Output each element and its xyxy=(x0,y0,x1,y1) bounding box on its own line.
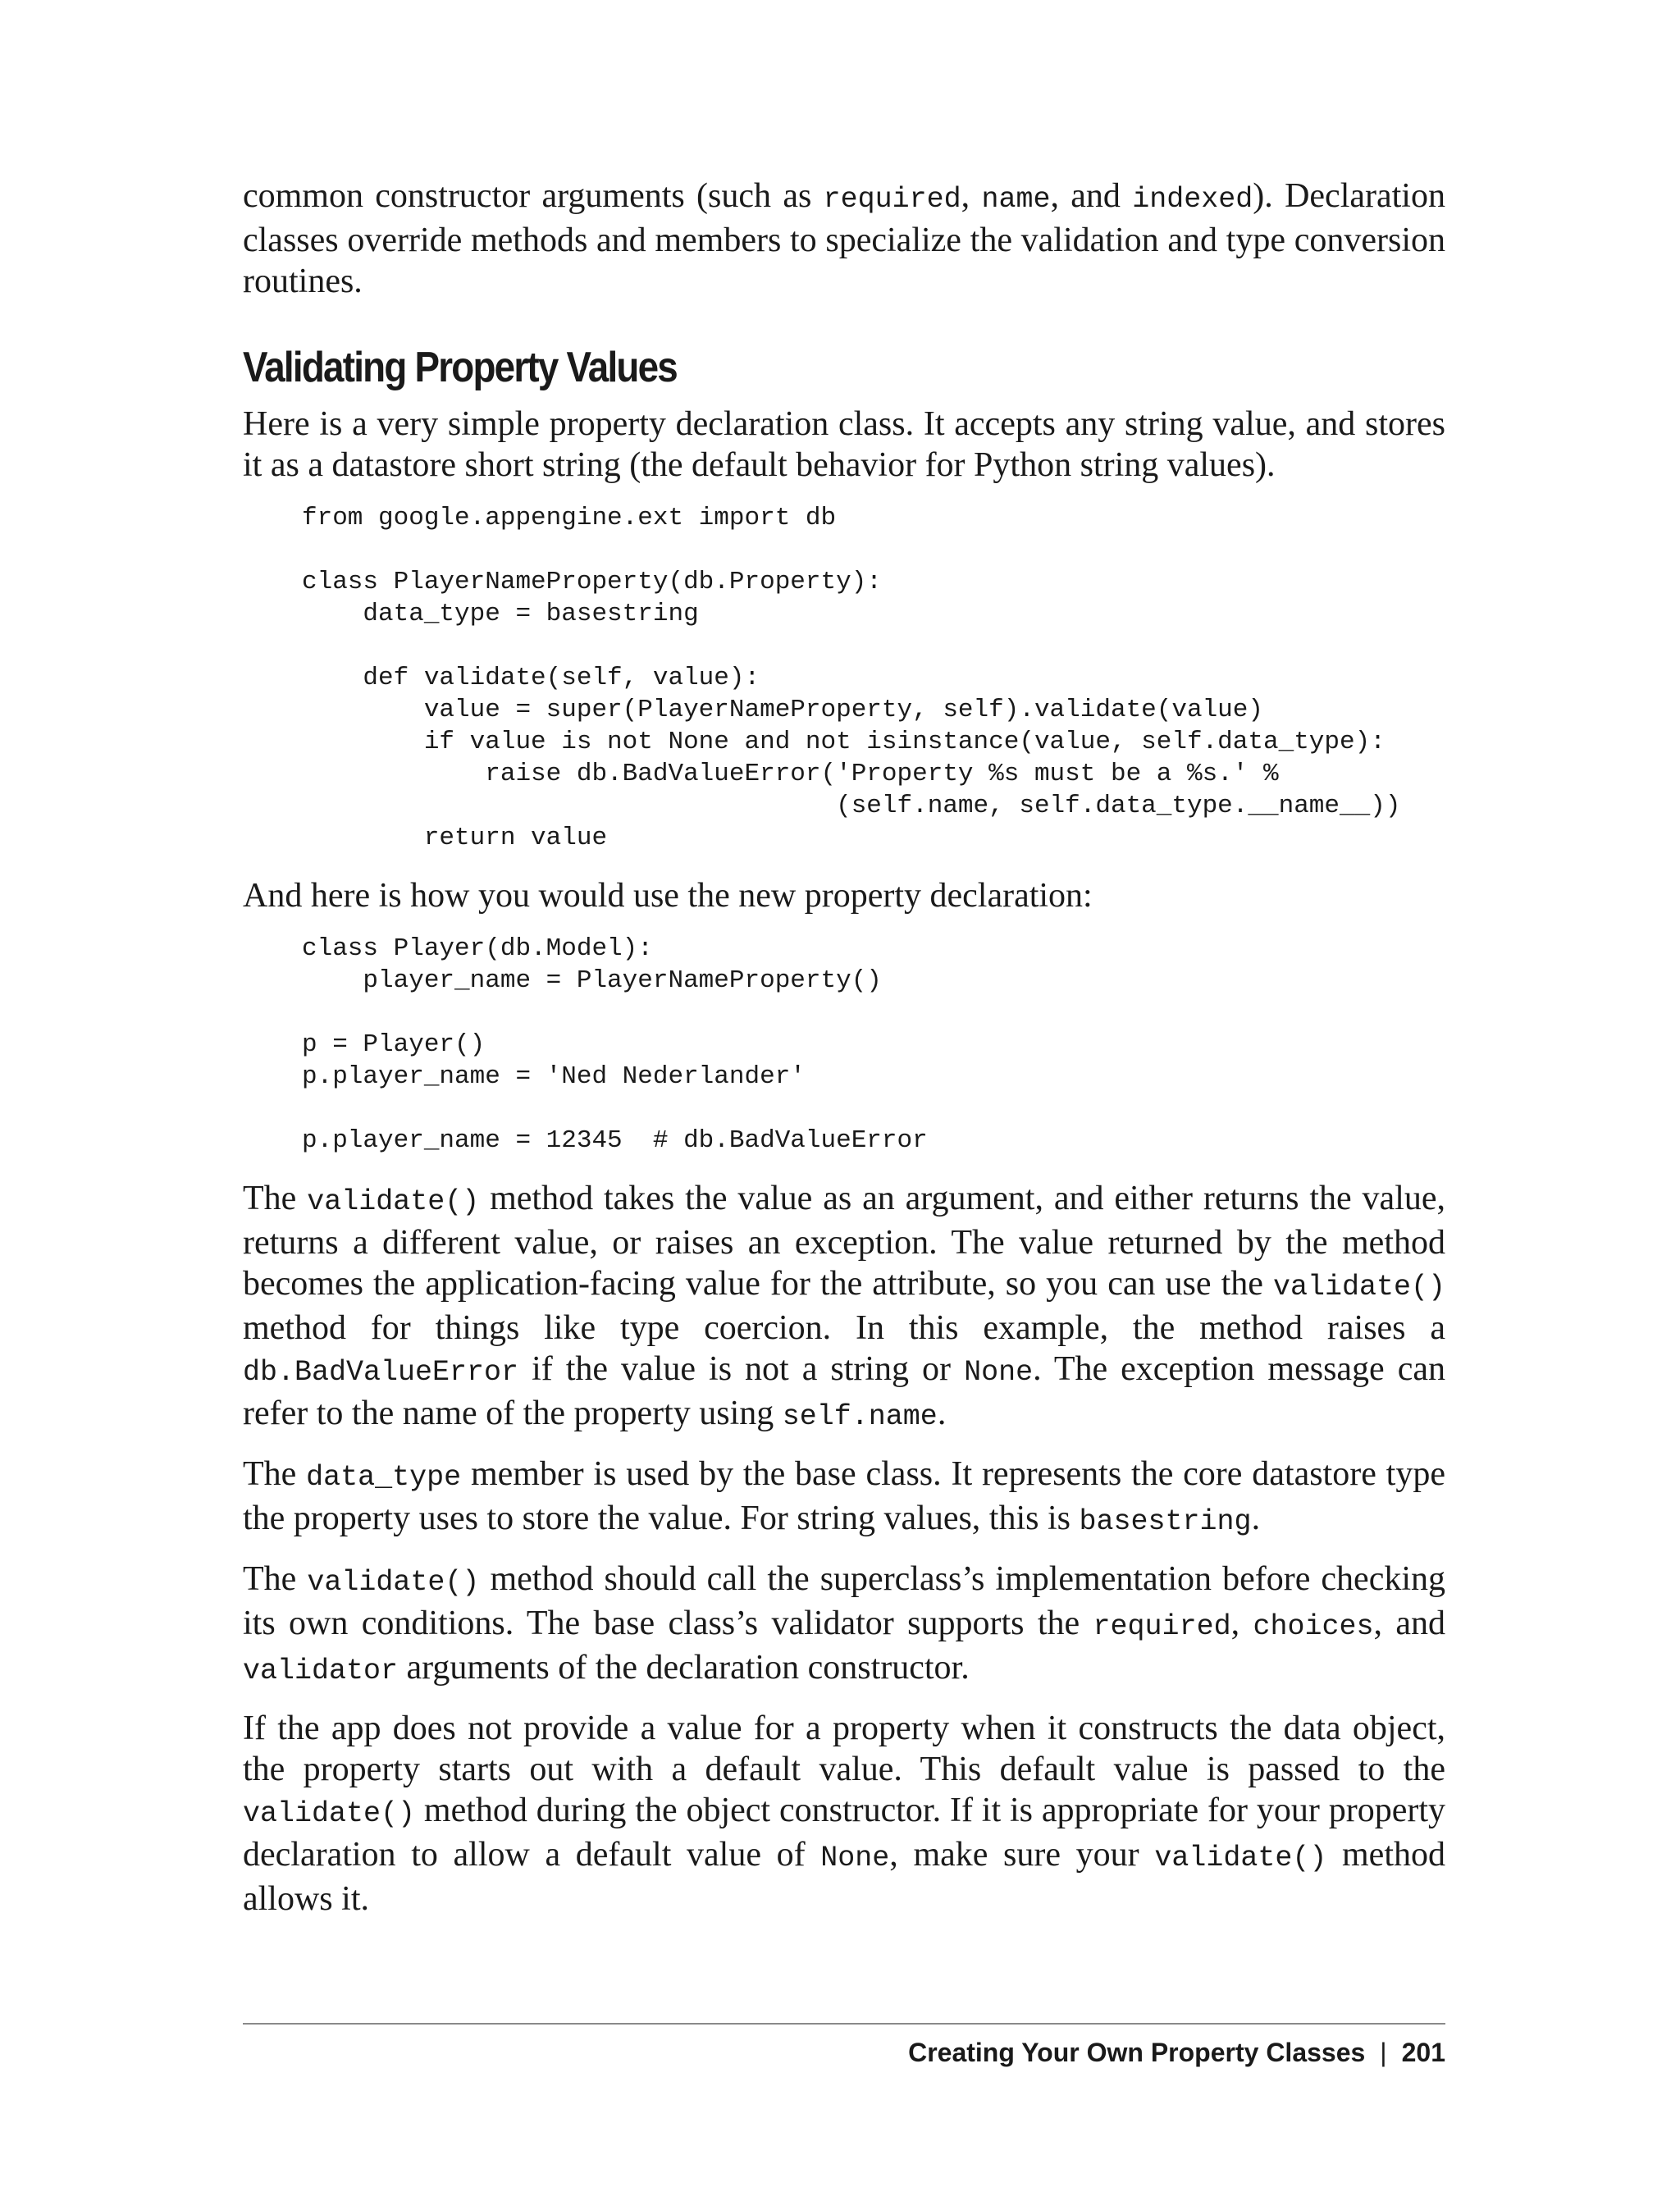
inline-code: self.name xyxy=(782,1400,938,1433)
text-run: if the value is not a string or xyxy=(518,1350,965,1388)
text-run: The xyxy=(243,1560,308,1598)
text-run: method takes the value as an argument, and either returns the value, returns a different value, or raises an exception. The value returned by the method becomes the application-facing value for the attribute, so you can use the xyxy=(243,1180,1446,1303)
text-run: member is used by the base class. It represents the core datastore type the property uses to store the value. For string values, this is xyxy=(243,1455,1445,1537)
text-run: , and xyxy=(1050,177,1133,215)
text-run: , make sure your xyxy=(889,1836,1155,1874)
text-run: method for things like type coercion. In this example, the method raises a xyxy=(243,1309,1445,1347)
text-run: method during the object constructor. If it is appropriate for your property declaration to allow a default value of xyxy=(243,1792,1445,1874)
inline-code: validate() xyxy=(243,1797,416,1830)
text-run: The xyxy=(243,1455,307,1493)
text-run: , xyxy=(961,177,982,215)
text-run: method should call the superclass’s implementation before checking its own conditions. The base class’s validator supports the xyxy=(243,1560,1446,1642)
footer-chapter-title: Creating Your Own Property Classes xyxy=(908,2038,1366,2067)
inline-code: basestring xyxy=(1079,1505,1252,1538)
intro-paragraph xyxy=(243,176,1445,302)
inline-code: validator xyxy=(243,1655,399,1687)
code-block-property-class: from google.appengine.ext import db class PlayerNameProperty(db.Property): data_type = basestring def validate(self, value): value = super(PlayerNameProperty, self).validate(value) if value is not None and not isinstance(value, self.data_type): raise db.BadValueError('Property %s must be a %s.' % (self.name, self.data_type.__name__)) return value xyxy=(302,504,1401,852)
inline-code: name xyxy=(981,183,1051,216)
text-run: , xyxy=(1230,1605,1253,1642)
inline-code: choices xyxy=(1253,1610,1374,1643)
intro-code-paragraph: Here is a very simple property declaration class. It accepts any string value, and stores it as a datastore short string (the default behavior for Python string values). xyxy=(243,405,1445,484)
page-footer xyxy=(908,2036,1445,2069)
page-number: 201 xyxy=(1401,2038,1445,2067)
inline-code: validate() xyxy=(307,1566,480,1599)
text-run: arguments of the declaration constructor. xyxy=(398,1649,970,1687)
inline-code: validate() xyxy=(1154,1842,1327,1874)
inline-code: db.BadValueError xyxy=(243,1356,519,1389)
footer-separator: | xyxy=(1380,2038,1387,2067)
data-type-paragraph xyxy=(243,1454,1445,1542)
text-run: . xyxy=(937,1395,947,1432)
default-value-paragraph xyxy=(243,1708,1445,1920)
inline-code: required xyxy=(823,183,961,216)
text-run: , and xyxy=(1373,1605,1445,1642)
text-run: . xyxy=(1251,1500,1261,1537)
footer-divider xyxy=(243,2023,1445,2025)
code-block-usage: class Player(db.Model): player_name = PlayerNameProperty() p = Player() p.player_name = 'Ned Nederlander' p.player_name = 12345 # db.BadValueError xyxy=(302,934,928,1155)
superclass-paragraph xyxy=(243,1559,1445,1691)
inline-code: indexed xyxy=(1132,183,1253,216)
section-heading: Validating Property Values xyxy=(243,344,677,391)
inline-code: validate() xyxy=(307,1185,480,1218)
text-run: . The exception message can refer to the name of the property using xyxy=(243,1350,1445,1432)
page-content xyxy=(243,176,1445,1936)
inline-code: data_type xyxy=(306,1461,462,1494)
inline-code: None xyxy=(820,1842,890,1874)
usage-paragraph: And here is how you would use the new property declaration: xyxy=(243,877,1093,915)
inline-code: validate() xyxy=(1272,1271,1445,1303)
text-run: ). Declaration classes override methods and members to specialize the validation and type conversion routines. xyxy=(243,177,1445,300)
text-run: method allows it. xyxy=(243,1836,1445,1918)
text-run: common constructor arguments (such as xyxy=(243,177,824,215)
text-run: The xyxy=(243,1180,308,1217)
validate-paragraph xyxy=(243,1178,1445,1437)
inline-code: required xyxy=(1093,1610,1231,1643)
text-run: If the app does not provide a value for a property when it constructs the data object, the property starts out with a default value. This default value is passed to the xyxy=(243,1710,1445,1788)
inline-code: None xyxy=(964,1356,1034,1389)
